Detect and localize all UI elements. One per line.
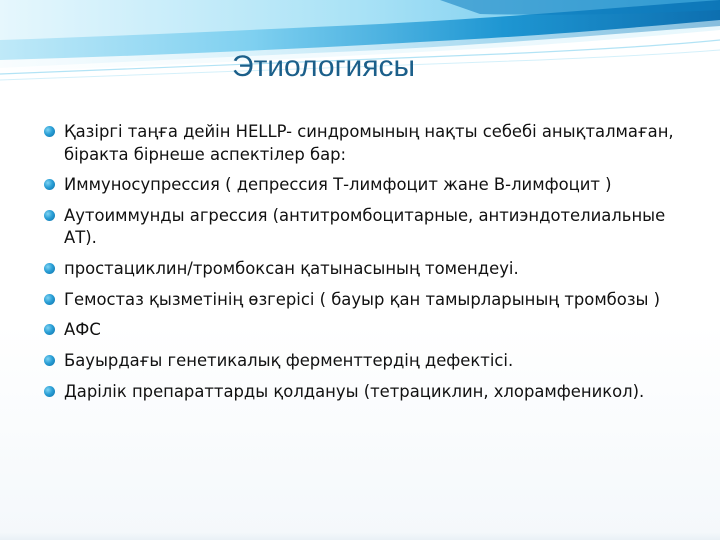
bottom-fade (0, 532, 720, 540)
list-item (44, 258, 694, 281)
list-item-text: Иммуносупрессия ( депрессия Т-лимфоцит жане В-лимфоцит ) (64, 175, 612, 195)
list-item-text: Дарілік препараттарды қолдануы (тетрациклин, хлорамфеникол). (64, 381, 645, 401)
list-item (44, 350, 694, 373)
list-item-text: Гемостаз қызметінің өзгерісі ( бауыр қан тамырларының тромбозы ) (64, 289, 661, 309)
blue-dot-icon (44, 126, 55, 137)
blue-dot-icon (44, 355, 55, 366)
blue-dot-icon (44, 386, 55, 397)
list-item (44, 121, 694, 166)
blue-dot-icon (44, 324, 55, 335)
list-item (44, 205, 694, 250)
list-item-text: Бауырдағы генетикалық ферменттердің дефектісі. (64, 351, 514, 371)
list-item (44, 381, 694, 404)
blue-dot-icon (44, 210, 55, 221)
list-item (44, 289, 694, 312)
bullet-list (44, 121, 694, 412)
blue-dot-icon (44, 263, 55, 274)
list-item-text: Аутоиммунды агрессия (антитромбоцитарные, антиэндотелиальные АТ). (64, 205, 666, 248)
slide-title: Этиологиясы (232, 50, 416, 83)
blue-dot-icon (44, 179, 55, 190)
list-item (44, 319, 694, 342)
list-item (44, 174, 694, 197)
list-item-text: Қазіргі таңға дейін HELLP- синдромының нақты себебі анықталмаған, біракта бірнеше аспектілер бар: (64, 122, 674, 164)
list-item-text: простациклин/тромбоксан қатынасының томендеуі. (64, 259, 519, 279)
list-item-text: АФС (64, 320, 101, 340)
blue-dot-icon (44, 294, 55, 305)
